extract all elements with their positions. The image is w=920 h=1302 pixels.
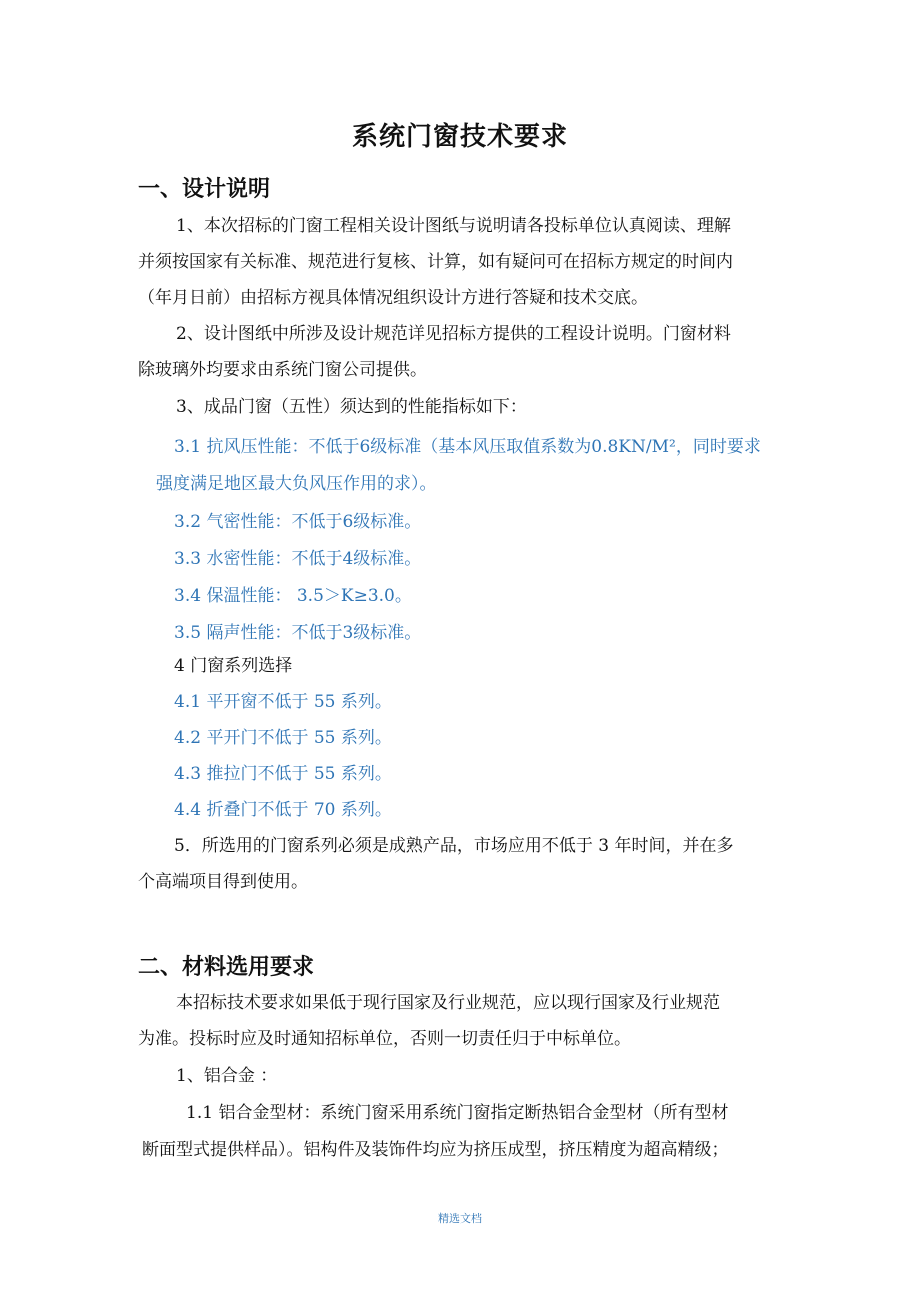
series-item-4-4: 4.4 折叠门不低于 70 系列。 bbox=[174, 800, 392, 820]
paragraph-line: 并须按国家有关标准、规范进行复核、计算，如有疑问可在招标方规定的时间内 bbox=[138, 252, 733, 272]
document-title: 系统门窗技术要求 bbox=[351, 122, 568, 152]
section-heading-design: 一、设计说明 bbox=[138, 177, 271, 202]
series-item-4-1: 4.1 平开窗不低于 55 系列。 bbox=[174, 692, 392, 712]
paragraph-line: 5．所选用的门窗系列必须是成熟产品，市场应用不低于 3 年时间，并在多 bbox=[174, 836, 734, 856]
spec-item-3-2: 3.2 气密性能：不低于6级标准。 bbox=[174, 512, 422, 532]
paragraph-line: 断面型式提供样品）。铝构件及装饰件均应为挤压成型，挤压精度为超高精级； bbox=[142, 1140, 729, 1160]
paragraph-line: 1.1 铝合金型材：系统门窗采用系统门窗指定断热铝合金型材（所有型材 bbox=[186, 1103, 729, 1123]
page-footer: 精选文档 bbox=[438, 1212, 482, 1225]
paragraph-line: 1、铝合金 ： bbox=[176, 1066, 278, 1086]
spec-item-3-1: 3.1 抗风压性能：不低于6级标准（基本风压取值系数为0.8KN/M²，同时要求 bbox=[174, 437, 761, 457]
paragraph-line: 3、成品门窗（五性）须达到的性能指标如下： bbox=[176, 397, 527, 417]
paragraph-line: 为准。投标时应及时通知招标单位，否则一切责任归于中标单位。 bbox=[138, 1029, 631, 1049]
series-item-4-3: 4.3 推拉门不低于 55 系列。 bbox=[174, 764, 392, 784]
series-item-4-2: 4.2 平开门不低于 55 系列。 bbox=[174, 728, 392, 748]
section-heading-materials: 二、材料选用要求 bbox=[138, 955, 315, 980]
spec-item-3-1-cont: 强度满足地区最大负风压作用的求）。 bbox=[156, 474, 437, 494]
paragraph-line: （年月日前）由招标方视具体情况组织设计方进行答疑和技术交底。 bbox=[138, 288, 648, 308]
paragraph-line: 除玻璃外均要求由系统门窗公司提供。 bbox=[138, 360, 427, 380]
paragraph-line: 2、设计图纸中所涉及设计规范详见招标方提供的工程设计说明。门窗材料 bbox=[176, 324, 731, 344]
paragraph-line: 个高端项目得到使用。 bbox=[138, 872, 308, 892]
spec-item-3-5: 3.5 隔声性能：不低于3级标准。 bbox=[174, 623, 422, 643]
spec-item-3-4: 3.4 保温性能： 3.5＞K≥3.0。 bbox=[174, 586, 412, 606]
paragraph-line: 4 门窗系列选择 bbox=[174, 656, 293, 676]
paragraph-line: 1、本次招标的门窗工程相关设计图纸与说明请各投标单位认真阅读、理解 bbox=[176, 216, 731, 236]
spec-item-3-3: 3.3 水密性能：不低于4级标准。 bbox=[174, 549, 422, 569]
paragraph-line: 本招标技术要求如果低于现行国家及行业规范，应以现行国家及行业规范 bbox=[176, 993, 720, 1013]
